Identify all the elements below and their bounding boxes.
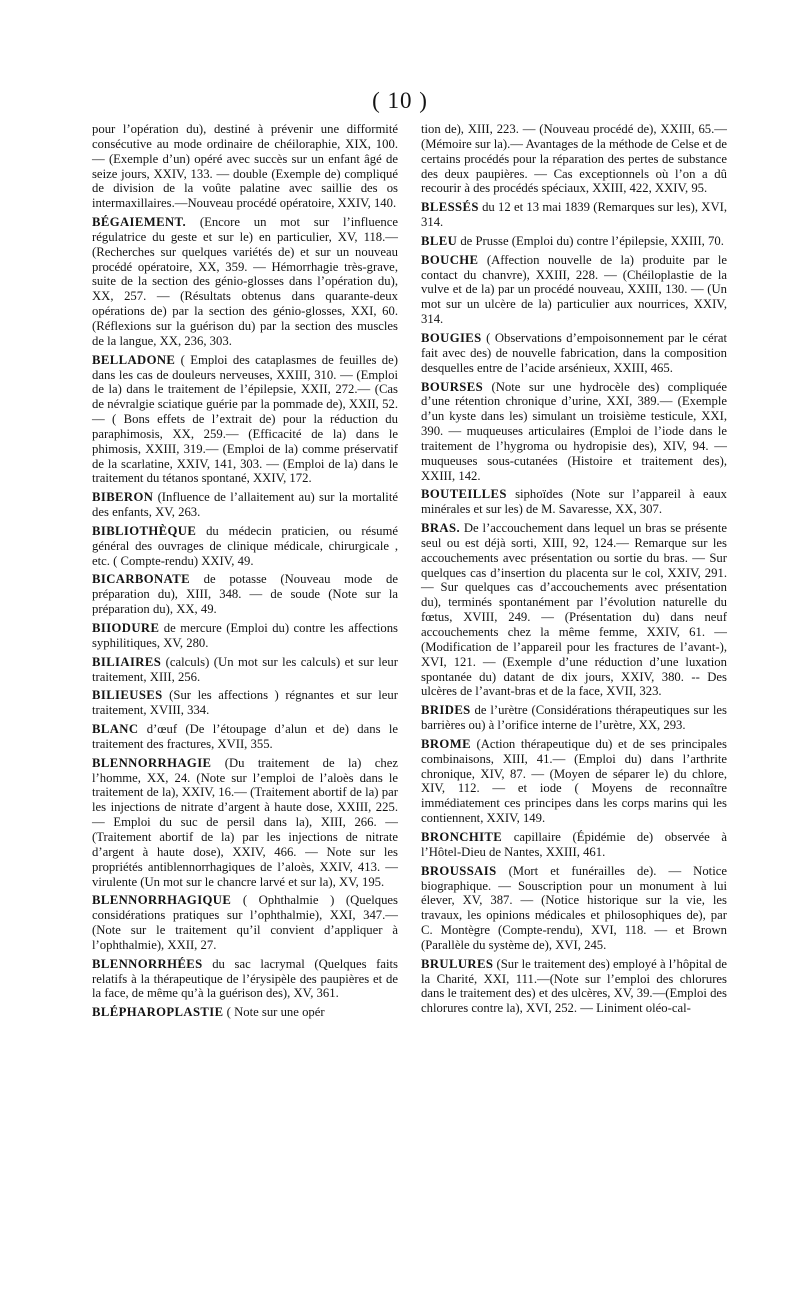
entry-text: du médecin praticien, ou résumé général des ouvrages de clinique médicale, chirurgicale , etc. ( Compte-rendu) XXIV, 49. <box>92 523 398 568</box>
index-entry <box>421 380 727 484</box>
entry-headword: BLENNORRHAGIQUE <box>92 893 232 908</box>
index-entry <box>92 122 398 211</box>
entry-text: siphoïdes (Note sur l’appareil à eaux minérales et sur les) de M. Savaresse, XX, 307. <box>421 487 727 517</box>
index-entry <box>92 572 398 617</box>
index-entry <box>421 737 727 826</box>
entry-text: de potasse (Nouveau mode de préparation du), XIII, 348. — de soude (Note sur la préparation du), XX, 49. <box>92 572 398 617</box>
entry-headword: BRAS. <box>421 521 461 536</box>
entry-text: de l’urètre (Considérations thérapeutiques sur les barrières ou) à l’orifice interne de l’urètre, XX, 293. <box>421 703 727 733</box>
entry-headword: BOUCHE <box>421 252 479 267</box>
index-entry <box>92 215 398 349</box>
entry-text: de Prusse (Emploi du) contre l’épilepsie, XXIII, 70. <box>457 233 724 248</box>
entry-headword: BOUTEILLES <box>421 487 507 502</box>
entry-headword: BROME <box>421 736 471 751</box>
index-entry <box>421 521 727 699</box>
entry-headword: BLEU <box>421 233 458 248</box>
index-entry <box>92 688 398 718</box>
entry-text: (Note sur une hydrocèle des) compliquée d’une rétention chronique d’urine, XXI, 389.— (Exemple d’un kyste dans les) simulant un troisième testicule, XXI, 390. — muqueuses articulaires (Emploi de l’iode dans le traitement de l’hygroma ou hydropisie des), XIV, 94. — muqueuses sous-cutanées (Histoire et traitement des), XXIII, 142. <box>421 379 727 483</box>
entry-headword: BRIDES <box>421 703 471 718</box>
entry-headword: BLENNORRHAGIE <box>92 755 212 770</box>
left-column <box>92 122 398 1024</box>
index-entry <box>92 524 398 569</box>
entry-headword: BRONCHITE <box>421 829 503 844</box>
entry-headword: BOUGIES <box>421 330 482 345</box>
index-entry <box>421 253 727 327</box>
entry-text: ( Observations d’empoisonnement par le cérat fait avec des) de nouvelle fabrication, dans la composition desquelles entre de l’acide arsénieux, XXIII, 465. <box>421 330 727 375</box>
entry-headword: BILIAIRES <box>92 654 162 669</box>
entry-headword: BLENNORRHÉES <box>92 956 203 971</box>
entry-headword: BÉGAIEMENT. <box>92 215 187 230</box>
index-entry <box>92 353 398 487</box>
index-entry <box>421 703 727 733</box>
entry-headword: BRULURES <box>421 956 494 971</box>
entry-text: ( Emploi des cataplasmes de feuilles de) dans les cas de douleurs nerveuses, XXIII, 310. — (Emploi de la) dans le traitement de l’épilepsie, XXII, 272.— (Cas de névralgie sciatique guérie par la pommade de), XXII, 52. — ( Bons effets de l’extrait de) pour la réduction du paraphimosis, XX, 259.— (Efficacité de la) dans le phimosis, XXIII, 319.— (Emploi de la) comme préservatif de la scarlatine, XXIV, 141, 303. — (Emploi de la) dans le traitement du tétanos spontané, XXIV, 172. <box>92 352 398 486</box>
entry-text: (Du traitement de la) chez l’homme, XX, 24. (Note sur l’emploi de l’aloès dans le traitement de la), XXIV, 16.— (Traitement abortif de la) par les injections de nitrate d’argent à haute dose, XXIII, 225.— Emploi du suc de persil dans la), XIII, 266. — (Traitement abortif de la) par les injections de nitrate d’argent à haute dose), XXIV, 466. — Note sur les propriétés antiblennorrhagiques de l’aloès, XXIV, 413. — virulente (Un mot sur le chancre larvé et sur la), XV, 195. <box>92 755 398 889</box>
entry-headword: BLANC <box>92 722 139 737</box>
entry-headword: BOURSES <box>421 379 484 394</box>
entry-headword: BICARBONATE <box>92 572 190 587</box>
index-entry <box>92 722 398 752</box>
index-entry <box>92 957 398 1002</box>
entry-headword: BLESSÉS <box>421 200 479 215</box>
index-entry <box>92 1005 398 1020</box>
index-entry <box>421 830 727 860</box>
entry-text: De l’accouchement dans lequel un bras se présente seul ou est déjà sorti, XIII, 92, 124.— Remarque sur les accouchements avec présentation ou sortie du bras. — Sur quelques cas d’insertion du placenta sur le col, XXIV, 291. — Sur quelques cas d’accouchements avec présentation du), terminés spontanément par l’évolution naturelle du fœtus, XVIII, 249. — (Présentation du) dans neuf accouchements chez la même femme, XXIV, 61. — (Modification de l’appareil pour les fractures de l’avant-), XVI, 121. — (Exemple d’une réduction d’une luxation spontanée du) datant de dix jours, XXIV, 380. -- Des ulcères de l’avant-bras et de la face, XVII, 323. <box>421 521 727 699</box>
index-entry <box>92 893 398 952</box>
entry-headword: BIBLIOTHÈQUE <box>92 523 197 538</box>
right-column <box>421 122 727 1020</box>
entry-headword: BILIEUSES <box>92 688 163 703</box>
entry-headword: BIIODURE <box>92 621 160 635</box>
entry-text: pour l’opération du), destiné à prévenir une difformité consécutive au mode ordinaire de chéiloraphie, XIX, 100. — (Exemple d’un) opéré avec succès sur un enfant âgé de seize jours, XXIV, 133. — double (Exemple de) compliqué de division de la voûte palatine avec saillie des os intermaxillaires.—Nouveau procédé opératoire, XXIV, 140. <box>92 122 398 211</box>
index-entry <box>421 487 727 517</box>
entry-text: (Affection nouvelle de la) produite par le contact du chanvre), XXIII, 228. — (Chéiloplastie de la vulve et de la) par un procédé nouveau, XXIII, 130. — (Un mot sur un ulcère de la) particulier aux nourrices, XXIV, 314. <box>421 252 727 327</box>
entry-text: (Influence de l’allaitement au) sur la mortalité des enfants, XV, 263. <box>92 490 398 520</box>
index-entry <box>92 490 398 520</box>
entry-text: du sac lacrymal (Quelques faits relatifs à la thérapeutique de l’érysipèle des paupières et de la face, de même qu’à la guérison des), XV, 361. <box>92 956 398 1001</box>
index-entry <box>421 200 727 230</box>
entry-headword: BELLADONE <box>92 352 176 367</box>
index-entry <box>421 957 727 1016</box>
entry-text: du 12 et 13 mai 1839 (Remarques sur les), XVI, 314. <box>421 200 727 230</box>
entry-text: d’œuf (De l’étoupage d’alun et de) dans le traitement des fractures, XVII, 355. <box>92 722 398 751</box>
entry-text: tion de), XIII, 223. — (Nouveau procédé de), XXIII, 65.— (Mémoire sur la).— Avantages de la méthode de Celse et de certains procédés pour la réparation des pertes de substance des deux paupières. — Cas exceptionnels où l’on a dû recourir à des procédés spéciaux, XXIII, 422, XXIV, 95. <box>421 122 727 196</box>
index-entry <box>92 655 398 685</box>
entry-text: (Sur le traitement des) employé à l’hôpital de la Charité, XXI, 111.—(Note sur l’emploi des chlorures dans le traitement des) et des ulcères, XV, 39.—(Emploi des chlorures contre la), XVI, 252. — Liniment oléo-cal- <box>421 956 727 1016</box>
entry-text: (Mort et funérailles de). — Notice biographique. — Souscription pour un monument à lui élever, XV, 387. — (Notice historique sur la vie, les travaux, les opinions médicales et philosophiques de), par C. Montègre (Compte-rendu), XVI, 118. — et Brown (Parallèle du système de), XVI, 245. <box>421 863 727 952</box>
index-entry <box>92 621 398 651</box>
entry-text: de mercure (Emploi du) contre les affections syphilitiques, XV, 280. <box>92 621 398 650</box>
entry-headword: BROUSSAIS <box>421 863 497 878</box>
entry-text: capillaire (Épidémie de) observée à l’Hôtel-Dieu de Nantes, XXIII, 461. <box>421 829 727 859</box>
entry-text: ( Note sur une opér <box>223 1005 325 1020</box>
index-entry <box>421 864 727 953</box>
index-entry <box>92 756 398 890</box>
index-entry <box>421 234 727 249</box>
entry-text: (calculs) (Un mot sur les calculs) et sur leur traitement, XIII, 256. <box>92 654 398 684</box>
entry-text: (Action thérapeutique du) et de ses principales combinaisons, XIII, 41.— (Emploi du) dans l’arthrite chronique, XIV, 87. — (Moyen de séparer le) du chlore, XIV, 112. — et iode ( Moyens de reconnaître immédiatement ces principes dans les corps marins qui les contiennent, XXIV, 149. <box>421 736 727 826</box>
entry-text: (Encore un mot sur l’influence régulatrice du geste et sur le) en particulier, XV, 118.— (Recherches sur quelques variétés de) et sur un nouveau procédé opératoire, XX, 359. — Hémorrhagie très-grave, suite de la section des génio-glosses dans l’opération du), XX, 257. — (Résultats obtenus dans quarante-deux opérations de) par la section des génio-glosses, XXI, 60. (Réflexions sur la guérison du) par la section des muscles de la langue, XX, 236, 303. <box>92 215 398 348</box>
entry-headword: BIBERON <box>92 490 154 505</box>
index-entry <box>421 122 727 196</box>
entry-headword: BLÉPHAROPLASTIE <box>92 1005 224 1020</box>
entry-text: (Sur les affections ) régnantes et sur leur traitement, XVIII, 334. <box>92 688 398 718</box>
entry-text: ( Ophthalmie ) (Quelques considérations pratiques sur l’ophthalmie), XXI, 347.—(Note sur le traitement qu’il convient d’appliquer à l’ophthalmie), XXII, 27. <box>92 893 398 952</box>
page-number: ( 10 ) <box>372 88 428 113</box>
index-entry <box>421 331 727 376</box>
